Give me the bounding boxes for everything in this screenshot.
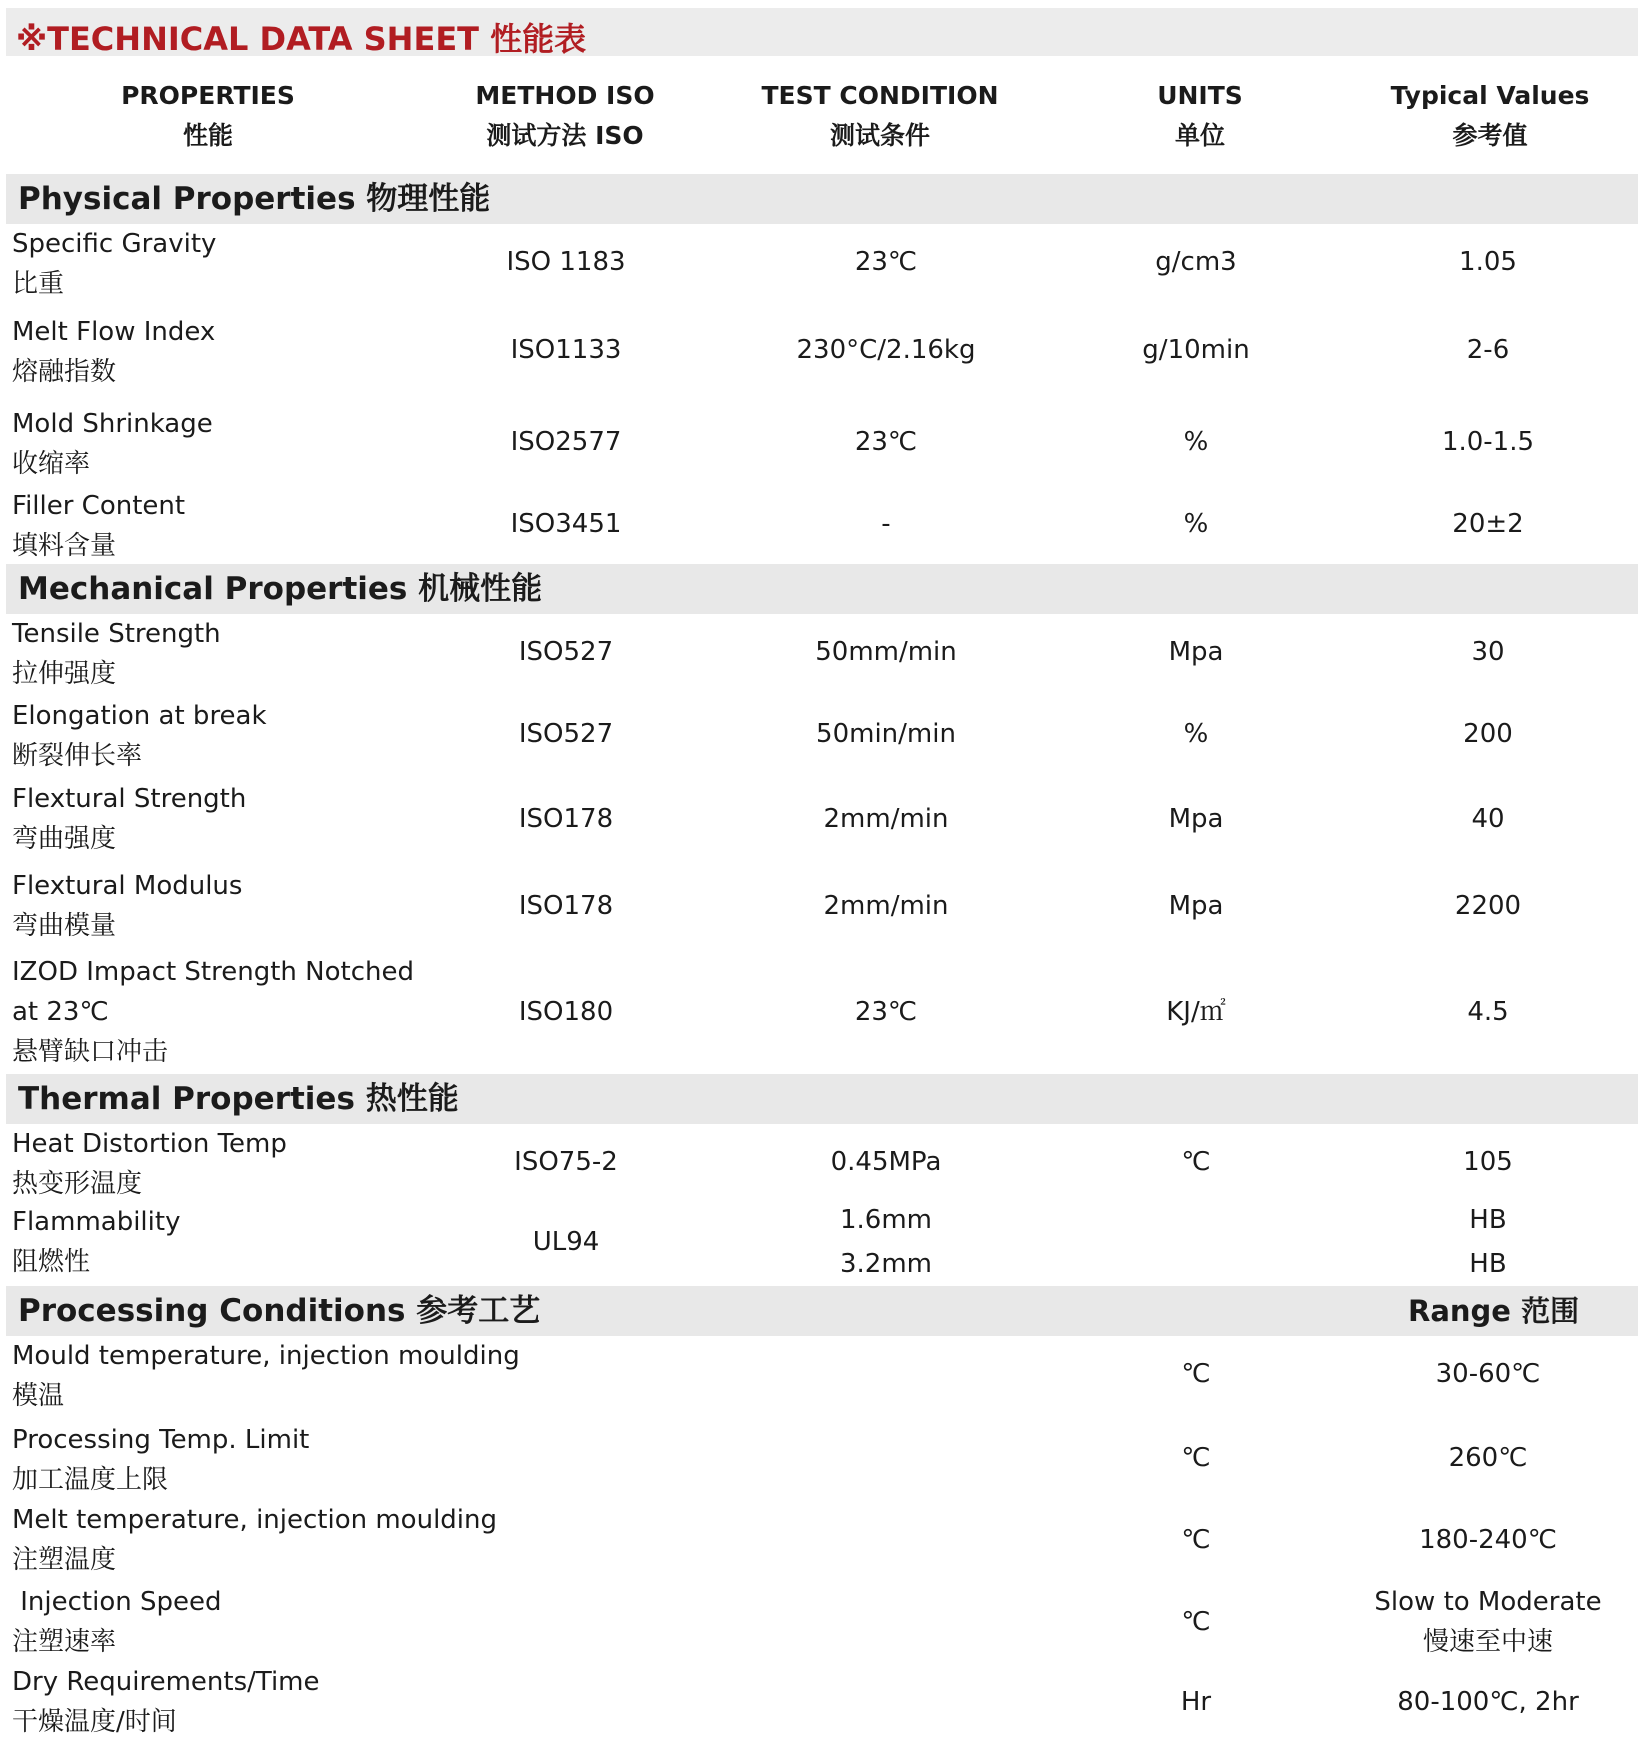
- section-thermal-title: Thermal Properties 热性能: [18, 1081, 459, 1117]
- property-en: Filler Content: [12, 491, 186, 521]
- property-name: [12, 312, 215, 392]
- property-en: Flextural Strength: [12, 784, 247, 814]
- property-en: Specific Gravity: [12, 229, 217, 259]
- header-properties-en: PROPERTIES: [121, 81, 295, 110]
- table-row: [6, 404, 1638, 488]
- condition-cell: 2mm/min: [823, 804, 949, 834]
- property-en: IZOD Impact Strength Notched: [12, 957, 414, 987]
- method-cell: UL94: [532, 1227, 600, 1257]
- condition-cell: 2mm/min: [823, 891, 949, 921]
- table-row: [6, 779, 1638, 863]
- sheet-title: ※TECHNICAL DATA SHEET 性能表: [16, 20, 587, 58]
- property-name: [12, 224, 216, 304]
- value-cell: 2200: [1454, 891, 1522, 921]
- header-method-zh: 测试方法 ISO: [486, 121, 644, 150]
- property-en: Flextural Modulus: [12, 871, 243, 901]
- method-cell: ISO 1183: [506, 247, 626, 277]
- property-name: [12, 866, 242, 946]
- property-zh: 悬臂缺口冲击: [12, 1037, 169, 1067]
- value-cell: 200: [1463, 719, 1513, 749]
- unit-cell: ℃: [1181, 1525, 1211, 1555]
- property-en: Tensile Strength: [12, 619, 221, 649]
- property-en: Flammability: [12, 1207, 181, 1237]
- property-zh: 熔融指数: [12, 357, 117, 387]
- unit-cell: g/10min: [1142, 335, 1250, 365]
- unit-cell: Hr: [1180, 1687, 1212, 1717]
- value-cell: 180-240℃: [1419, 1525, 1557, 1555]
- table-row: [6, 1662, 1638, 1742]
- value-cell: HB: [1469, 1249, 1507, 1279]
- condition-cell: 230°C/2.16kg: [796, 335, 976, 365]
- property-zh: 弯曲模量: [12, 911, 117, 941]
- property-name: [12, 1500, 497, 1580]
- header-values: [1380, 76, 1600, 166]
- header-properties: [108, 76, 308, 166]
- property-en: Dry Requirements/Time: [12, 1667, 320, 1697]
- method-cell: ISO178: [518, 804, 614, 834]
- property-name: [12, 696, 267, 776]
- method-cell: ISO180: [518, 997, 614, 1027]
- property-zh: 阻燃性: [12, 1247, 91, 1277]
- property-en: Elongation at break: [12, 701, 267, 731]
- header-method: [460, 76, 670, 166]
- property-zh: 热变形温度: [12, 1169, 143, 1199]
- property-zh: 注塑温度: [12, 1545, 117, 1575]
- header-values-en: Typical Values: [1390, 81, 1590, 110]
- table-row: [6, 486, 1638, 566]
- table-row: [6, 1336, 1638, 1418]
- header-units-zh: 单位: [1174, 121, 1225, 150]
- property-zh: 弯曲强度: [12, 824, 117, 854]
- property-en: Melt temperature, injection moulding: [12, 1505, 497, 1535]
- value-cell: 30: [1471, 637, 1505, 667]
- condition-cell: -: [881, 509, 891, 539]
- section-physical-title: Physical Properties 物理性能: [18, 181, 491, 217]
- condition-cell: 0.45MPa: [830, 1147, 942, 1177]
- property-name: [12, 1202, 180, 1282]
- table-row: [6, 1500, 1638, 1582]
- method-cell: ISO75-2: [514, 1147, 618, 1177]
- value-cell: 4.5: [1467, 997, 1509, 1027]
- header-units-en: UNITS: [1157, 81, 1243, 110]
- header-condition-en: TEST CONDITION: [761, 81, 999, 110]
- value-cell: 1.05: [1459, 247, 1517, 277]
- property-name: [12, 952, 414, 1072]
- section-mechanical-title: Mechanical Properties 机械性能: [18, 571, 543, 607]
- method-cell: ISO3451: [510, 509, 622, 539]
- header-condition: [740, 76, 1020, 166]
- header-properties-zh: 性能: [182, 121, 233, 150]
- property-en: Heat Distortion Temp: [12, 1129, 287, 1159]
- unit-cell: %: [1183, 509, 1209, 539]
- value-cell: 260℃: [1448, 1443, 1528, 1473]
- property-zh: 拉伸强度: [12, 659, 117, 689]
- unit-cell: Mpa: [1168, 804, 1224, 834]
- section-physical-band: [6, 174, 1638, 224]
- unit-cell: %: [1183, 427, 1209, 457]
- property-name: [12, 1336, 520, 1416]
- unit-cell: ℃: [1181, 1443, 1211, 1473]
- property-zh: 模温: [12, 1381, 65, 1411]
- header-values-zh: 参考值: [1452, 121, 1528, 150]
- table-row: [6, 312, 1638, 398]
- section-processing-band: [6, 1286, 1638, 1336]
- unit-cell: Mpa: [1168, 637, 1224, 667]
- property-name: [12, 614, 221, 694]
- unit-cell: KJ/㎡: [1166, 997, 1226, 1027]
- condition-cell: 23℃: [854, 427, 918, 457]
- property-en-line2: at 23℃: [12, 997, 109, 1027]
- header-condition-zh: 测试条件: [829, 121, 930, 150]
- value-cell: Slow to Moderate: [1374, 1587, 1602, 1617]
- table-row: [6, 696, 1638, 778]
- unit-cell: ℃: [1181, 1147, 1211, 1177]
- unit-cell: %: [1183, 719, 1209, 749]
- property-zh: 干燥温度/时间: [12, 1707, 177, 1737]
- section-processing-range: Range 范围: [1408, 1294, 1580, 1328]
- value-cell: 40: [1471, 804, 1505, 834]
- table-row: [6, 224, 1638, 308]
- header-method-en: METHOD ISO: [475, 81, 655, 110]
- property-name: [12, 486, 185, 566]
- value-cell: 105: [1463, 1147, 1513, 1177]
- property-name: [12, 1662, 320, 1742]
- table-row: [6, 952, 1638, 1074]
- condition-cell: 1.6mm: [839, 1205, 933, 1235]
- table-row: [6, 1582, 1638, 1662]
- table-row: [6, 1202, 1638, 1286]
- property-zh: 填料含量: [12, 531, 117, 561]
- method-cell: ISO178: [518, 891, 614, 921]
- property-name: [12, 1124, 287, 1204]
- unit-cell: g/cm3: [1155, 247, 1237, 277]
- section-thermal-band: [6, 1074, 1638, 1124]
- condition-cell: 23℃: [854, 247, 918, 277]
- property-zh: 加工温度上限: [12, 1465, 169, 1495]
- unit-cell: Mpa: [1168, 891, 1224, 921]
- property-en: Mould temperature, injection moulding: [12, 1341, 520, 1371]
- method-cell: ISO527: [518, 719, 614, 749]
- value-cell: 20±2: [1452, 509, 1524, 539]
- property-zh: 比重: [12, 269, 65, 299]
- condition-cell: 23℃: [854, 997, 918, 1027]
- value-cell-zh: 慢速至中速: [1422, 1627, 1554, 1657]
- value-cell: 80-100℃, 2hr: [1397, 1687, 1579, 1717]
- property-zh: 断裂伸长率: [12, 741, 143, 771]
- section-mechanical-band: [6, 564, 1638, 614]
- method-cell: ISO2577: [510, 427, 622, 457]
- property-name: [12, 779, 246, 859]
- table-row: [6, 614, 1638, 694]
- method-cell: ISO527: [518, 637, 614, 667]
- value-cell: 2-6: [1466, 335, 1510, 365]
- property-name: [12, 1420, 309, 1500]
- property-en: Injection Speed: [12, 1587, 222, 1617]
- value-cell: 1.0-1.5: [1441, 427, 1535, 457]
- property-zh: 收缩率: [12, 449, 91, 479]
- table-row: [6, 1420, 1638, 1500]
- property-name: [12, 404, 213, 484]
- property-name: [12, 1582, 222, 1662]
- unit-cell: ℃: [1181, 1359, 1211, 1389]
- property-en: Melt Flow Index: [12, 317, 216, 347]
- value-cell: 30-60℃: [1435, 1359, 1541, 1389]
- property-en: Processing Temp. Limit: [12, 1425, 310, 1455]
- condition-cell: 50mm/min: [815, 637, 957, 667]
- property-en: Mold Shrinkage: [12, 409, 213, 439]
- method-cell: ISO1133: [510, 335, 622, 365]
- condition-cell: 50min/min: [816, 719, 956, 749]
- table-row: [6, 1124, 1638, 1200]
- table-row: [6, 866, 1638, 950]
- value-cell: HB: [1469, 1205, 1507, 1235]
- property-zh: 注塑速率: [12, 1627, 117, 1657]
- header-units: [1130, 76, 1270, 166]
- unit-cell: ℃: [1181, 1607, 1211, 1637]
- section-processing-title: Processing Conditions 参考工艺: [18, 1293, 541, 1329]
- condition-cell: 3.2mm: [839, 1249, 933, 1279]
